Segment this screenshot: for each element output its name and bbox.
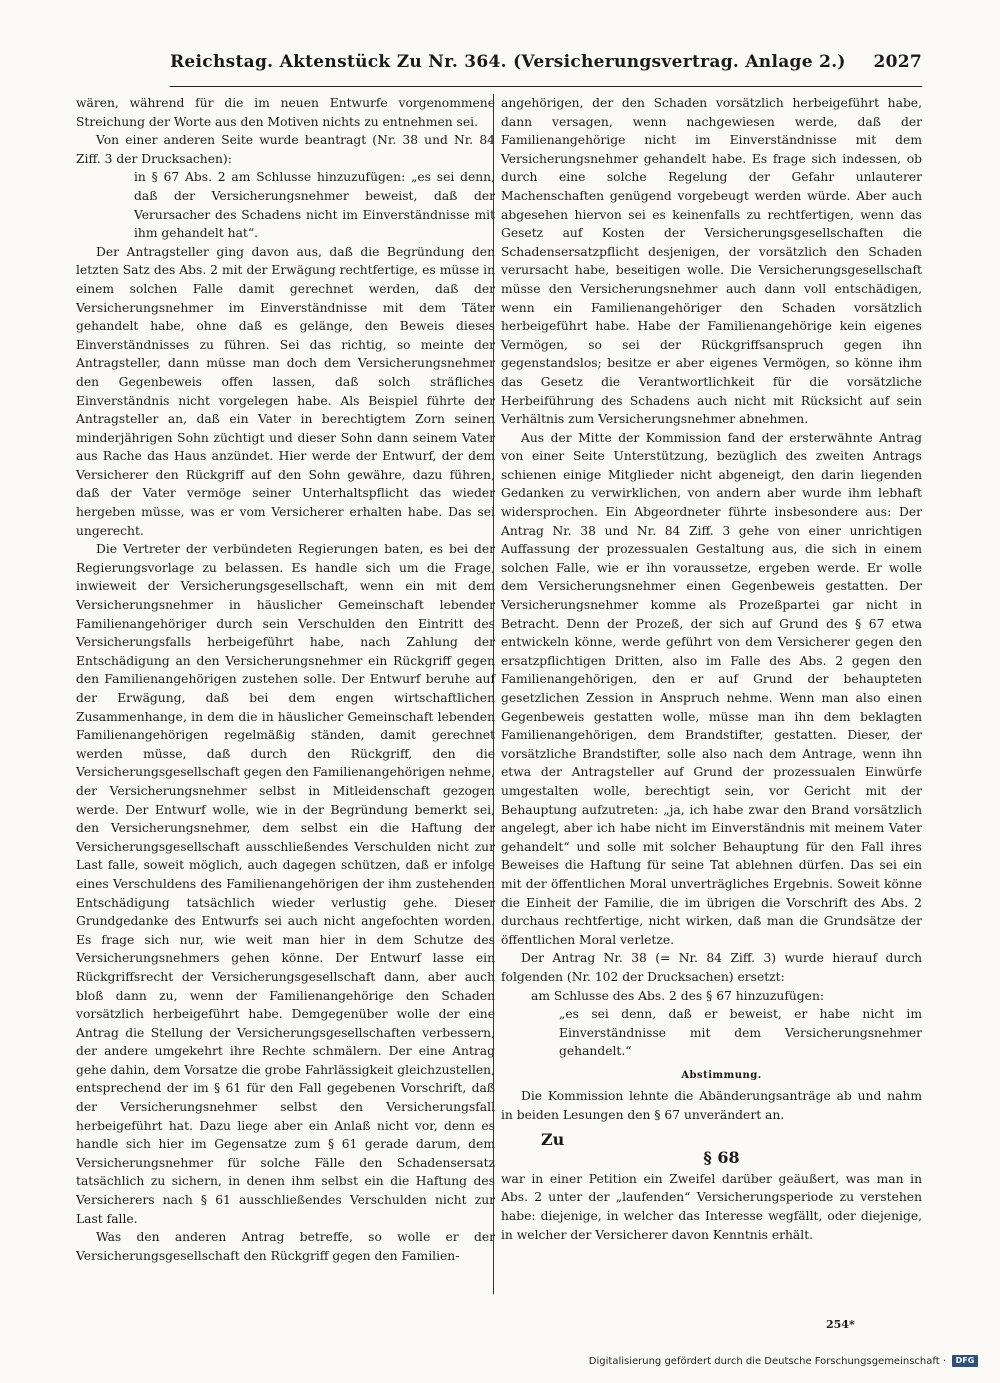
quoted-amendment: am Schlusse des Abs. 2 des § 67 hinzuzufügen: xyxy=(531,988,825,1003)
signature-mark: 254* xyxy=(826,1318,855,1331)
header-title: Reichstag. Aktenstück Zu Nr. 364. (Versicherungsvertrag. Anlage 2.) xyxy=(170,52,846,72)
left-column xyxy=(76,94,495,1265)
page-number: 2027 xyxy=(873,52,922,72)
paragraph: Die Vertreter der verbündeten Regierungen baten, es bei der Regierungsvorlage zu belassen. Es handle sich um die Frage, inwieweit der Versicherungsgesellschaft, wenn ein mit dem Versicherungsnehmer in häuslicher Gemeinschaft lebender Familienangehöriger durch sein Verschulden den Eintritt des Versicherungsfalls herbeigeführt habe, nach Zahlung der Entschädigung an den Versicherungsnehmer ein Rückgriff gegen den Familienangehörigen zustehen solle. Der Entwurf beruhe auf der Erwägung, daß bei dem engen wirtschaftlichen Zusammenhange, in dem die in häuslicher Gemeinschaft lebenden Familienangehörigen regelmäßig ständen, damit gerechnet werden müsse, daß durch den Rückgriff, den die Versicherungsgesellschaft gegen den Familienangehörigen nehme, der Versicherungsnehmer selbst in Mitleidenschaft gezogen werde. Der Entwurf wolle, wie in der Begründung bemerkt sei, den Versicherungsnehmer, dem selbst ein die Haftung der Versicherungsgesellschaft ausschließendes Verschulden nicht zur Last falle, soweit möglich, auch dagegen schützen, daß er infolge eines Verschuldens des Familienangehörigen der ihm zustehenden Entschädigung tatsächlich wieder verlustig gehe. Dieser Grundgedanke des Entwurfs sei auch nicht angefochten worden. Es frage sich nur, wie weit man hier in dem Schutze des Versicherungsnehmers gehen könne. Der Entwurf lasse ein Rückgriffsrecht der Versicherungsgesellschaft dann, aber auch bloß dann zu, wenn der Familienangehörige den Schaden vorsätzlich herbeigeführt habe. Demgegenüber wolle der eine Antrag die Stellung der Versicherungsgesellschaften verbessern, der andere umgekehrt ihre Rechte schmälern. Der eine Antrag gehe dahin, dem Vorsatze die grobe Fahrlässigkeit gleichzustellen, entsprechend der im § 61 für den Fall gegebenen Vorschrift, daß der Versicherungsnehmer selbst den Versicherungsfall herbeigeführt hat. Dazu liege aber ein Anlaß nicht vor, denn es handle sich hier im Gegensatze zum § 61 gerade darum, dem Versicherungsnehmer für solche Fälle den Schadensersatz tatsächlich zu sichern, in denen ihm selbst ein die Haftung des Versicherers nach § 61 ausschließendes Verschulden nicht zur Last falle. xyxy=(76,542,495,1226)
right-column xyxy=(501,94,922,1244)
paragraph: Der Antragsteller ging davon aus, daß die Begründung den letzten Satz des Abs. 2 mit der Erwägung rechtfertige, es müsse in einem solchen Falle damit gerechnet werden, daß der Versicherungsnehmer im Einverständnisse mit dem Täter gehandelt habe, ohne daß es gelänge, den Beweis dieses Einverständnisses zu führen. Sei das richtig, so meinte der Antragsteller, dann müsse man doch dem Versicherungsnehmer den Gegenbeweis offen lassen, daß solch sträfliches Einverständnis nicht vorgelegen habe. Als Beispiel führte der Antragsteller an, daß ein Vater in berechtigtem Zorn seinen minderjährigen Sohn züchtigt und dieser Sohn dann seinem Vater aus Rache das Haus anzündet. Hier werde der Entwurf, der dem Versicherer den Rückgriff auf den Sohn gewähre, dazu führen, daß der Vater vermöge seiner Unterhaltspflicht das wieder hergeben müsse, was er vom Versicherer erhalten habe. Das sei ungerecht. xyxy=(76,244,495,538)
section-heading: § 68 xyxy=(703,1148,740,1168)
footer-text: Digitalisierung gefördert durch die Deutsche Forschungsgemeinschaft · xyxy=(588,1355,946,1367)
dfg-logo-icon: DFG xyxy=(952,1355,978,1367)
column-divider xyxy=(493,94,494,1294)
paragraph: Aus der Mitte der Kommission fand der ersterwähnte Antrag von einer Seite Unterstützung, bezüglich des zweiten Antrags schienen einige Mitglieder nicht abgeneigt, den darin liegenden Gedanken zu verwirklichen, von andern aber wurde ihm lebhaft widersprochen. Ein Abgeordneter führte insbesondere aus: Der Antrag Nr. 38 und Nr. 84 Ziff. 3 gehe von einer unrichtigen Auffassung der prozessualen Gestaltung aus, die sich in einem solchen Falle, wie er ihn voraussetze, ergeben werde. Er wolle dem Versicherungsnehmer einen Gegenbeweis gestatten. Der Versicherungsnehmer komme als Prozeßpartei gar nicht in Betracht. Denn der Prozeß, der sich auf Grund des § 67 etwa entwickeln könne, werde geführt von dem Versicherer gegen den ersatzpflichtigen Dritten, also im Falle des Abs. 2 gegen den Familienangehörigen, den er auf Grund der behaupteten gesetzlichen Zession in Anspruch nehme. Wenn man also einen Gegenbeweis gestatten wolle, müsse man ihn dem beklagten Familienangehörigen, dem Brandstifter, gestatten. Dieser, der vorsätzliche Brandstifter, solle also nach dem Antrage, wenn ihn etwa der Antragsteller auf Grund der prozessualen Einwürfe umgestalten wolle, berechtigt sein, vor Gericht mit der Behauptung aufzutreten: „ja, ich habe zwar den Brand vorsätzlich angelegt, aber ich habe nicht im Einverständnis mit meinem Vater gehandelt“ und solle mit solcher Behauptung für den Fall ihres Beweises die Haftung für seine Tat ablehnen dürfen. Das sei ein mit der öffentlichen Moral unverträgliches Ergebnis. Soweit könne die Einheit der Familie, die im übrigen die Vorschrift des Abs. 2 durchaus rechtfertige, nicht wirken, daß man die Grundsätze der öffentlichen Moral verletze. xyxy=(501,430,922,947)
paragraph: Was den anderen Antrag betreffe, so wolle er der Versicherungsgesellschaft den Rückgriff gegen den Familien- xyxy=(76,1230,495,1263)
paragraph: Der Antrag Nr. 38 (= Nr. 84 Ziff. 3) wurde hierauf durch folgenden (Nr. 102 der Drucksachen) ersetzt: xyxy=(501,951,922,984)
vote-heading: Abstimmung. xyxy=(681,1069,762,1081)
paragraph: angehörigen, der den Schaden vorsätzlich herbeigeführt habe, dann versagen, wenn nachgewiesen werde, daß der Familienangehörige nicht im Einverständnisse mit dem Versicherungsnehmer gehandelt habe. Es frage sich indessen, ob durch eine solche Regelung der Gefahr unlauterer Machenschaften genügend vorgebeugt werden würde. Aber auch abgesehen hiervon sei es keinenfalls zu rechtfertigen, wenn das Gesetz auf Kosten der Versicherungsgesellschaften die Schadensersatzpflicht desjenigen, der vorsätzlich den Schaden verursacht habe, beseitigen wolle. Die Versicherungsgesellschaft müsse den Versicherungsnehmer auch dann voll entschädigen, wenn ein Familienangehöriger den Schaden vorsätzlich herbeigeführt habe. Habe der Familienangehörige kein eigenes Vermögen, so sei der Rückgriffsanspruch gegen ihn gegenstandslos; besitze er aber eigenes Vermögen, so könne ihm das Gesetz die Verantwortlichkeit für die vorsätzliche Herbeiführung des Schadens auch nicht mit Rücksicht auf sein Verhältnis zum Versicherungsnehmer abnehmen. xyxy=(501,96,922,427)
paragraph: Die Kommission lehnte die Abänderungsanträge ab und nahm in beiden Lesungen den § 67 unverändert an. xyxy=(501,1089,922,1123)
paragraph: Von einer anderen Seite wurde beantragt (Nr. 38 und Nr. 84 Ziff. 3 der Drucksachen): xyxy=(76,133,495,166)
quoted-amendment: in § 67 Abs. 2 am Schlusse hinzuzufügen: „es sei denn, daß der Versicherungsnehmer beweist, daß der Verursacher des Schadens nicht im Einverständnisse mit ihm gehandelt hat“. xyxy=(134,170,495,241)
running-header xyxy=(170,52,922,87)
paragraph: wären, während für die im neuen Entwurfe vorgenommene Streichung der Worte aus den Motiven nichts zu entnehmen sei. xyxy=(76,96,495,129)
paragraph: war in einer Petition ein Zweifel darüber geäußert, was man in Abs. 2 unter der „laufenden“ Versicherungsperiode zu verstehen habe: diejenige, in welcher das Interesse wegfällt, oder diejenige, in welcher der Versicherer davon Kenntnis erhält. xyxy=(501,1171,922,1242)
paragraph: Zu xyxy=(541,1129,565,1149)
footer xyxy=(589,1355,978,1367)
quoted-amendment: „es sei denn, daß er beweist, er habe nicht im Einverständnisse mit dem Versicherungsnehmer gehandelt.“ xyxy=(559,1007,922,1059)
